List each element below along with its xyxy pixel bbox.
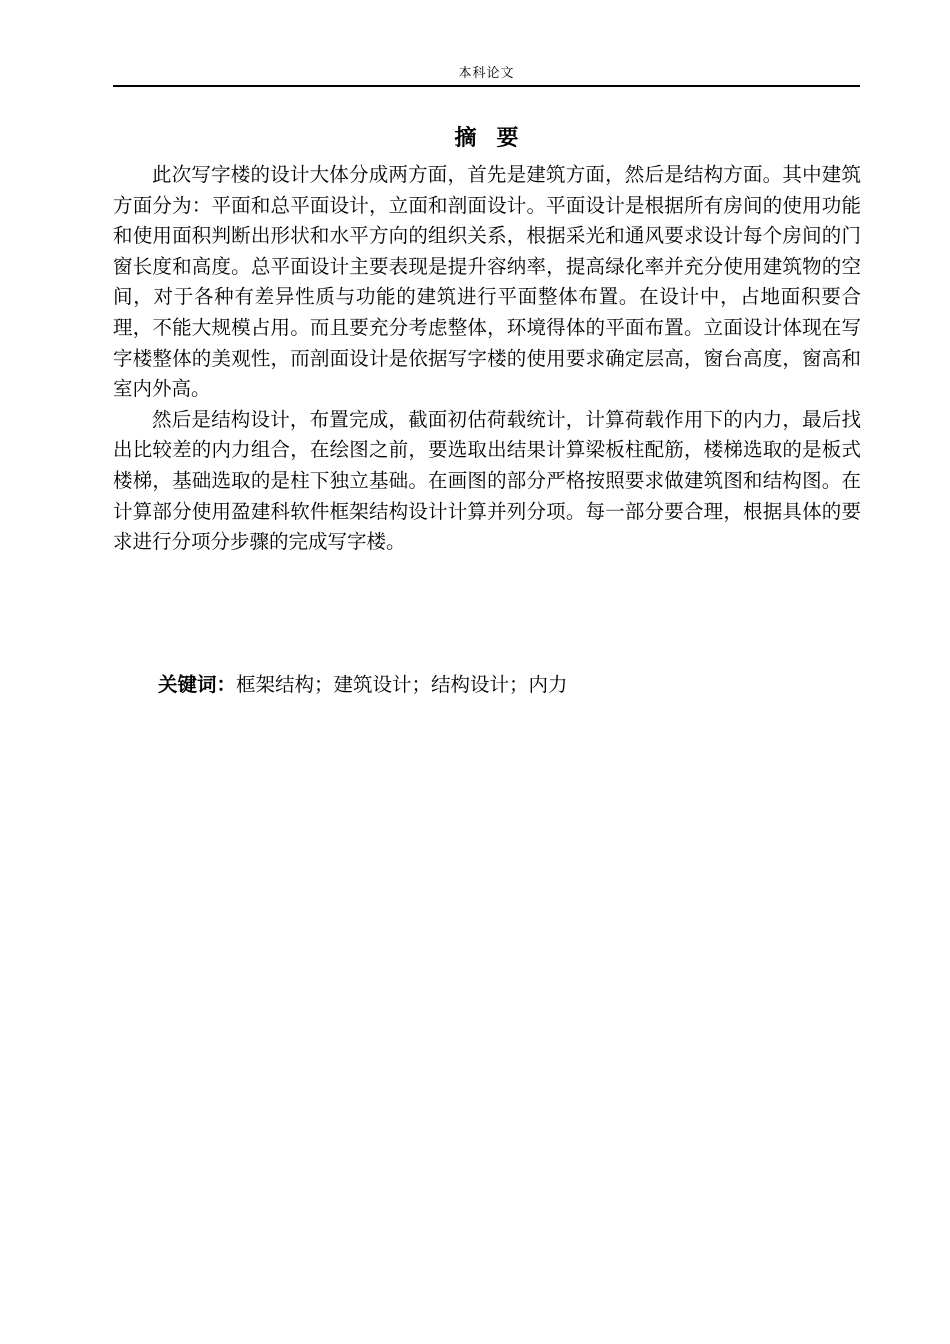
abstract-paragraph-1: 此次写字楼的设计大体分成两方面，首先是建筑方面，然后是结构方面。其中建筑方面分为：平面和总平面设计，立面和剖面设计。平面设计是根据所有房间的使用功能和使用面积判断出形状和水平方向的组织关系，根据采光和通风要求设计每个房间的门窗长度和高度。总平面设计主要表现是提升容纳率，提高绿化率并充分使用建筑物的空间，对于各种有差异性质与功能的建筑进行平面整体布置。在设计中，占地面积要合理，不能大规模占用。而且要充分考虑整体，环境得体的平面布置。立面设计体现在写字楼整体的美观性，而剖面设计是依据写字楼的使用要求确定层高，窗台高度，窗高和室内外高。 bbox=[113, 163, 861, 401]
abstract-body bbox=[113, 160, 861, 558]
running-header: 本科论文 bbox=[458, 66, 515, 81]
header-divider bbox=[113, 85, 860, 87]
abstract-title: 摘要 bbox=[454, 126, 539, 151]
abstract-paragraph-2: 然后是结构设计，布置完成，截面初估荷载统计，计算荷载作用下的内力，最后找出比较差的内力组合，在绘图之前，要选取出结果计算梁板柱配筋，楼梯选取的是板式楼梯，基础选取的是柱下独立基础。在画图的部分严格按照要求做建筑图和结构图。在计算部分使用盈建科软件框架结构设计计算并列分项。每一部分要合理，根据具体的要求进行分项分步骤的完成写字楼。 bbox=[113, 407, 861, 554]
keywords-text: 框架结构；建筑设计；结构设计；内力 bbox=[236, 673, 568, 696]
keywords-line bbox=[113, 670, 861, 700]
keywords-label: 关键词： bbox=[158, 673, 237, 696]
